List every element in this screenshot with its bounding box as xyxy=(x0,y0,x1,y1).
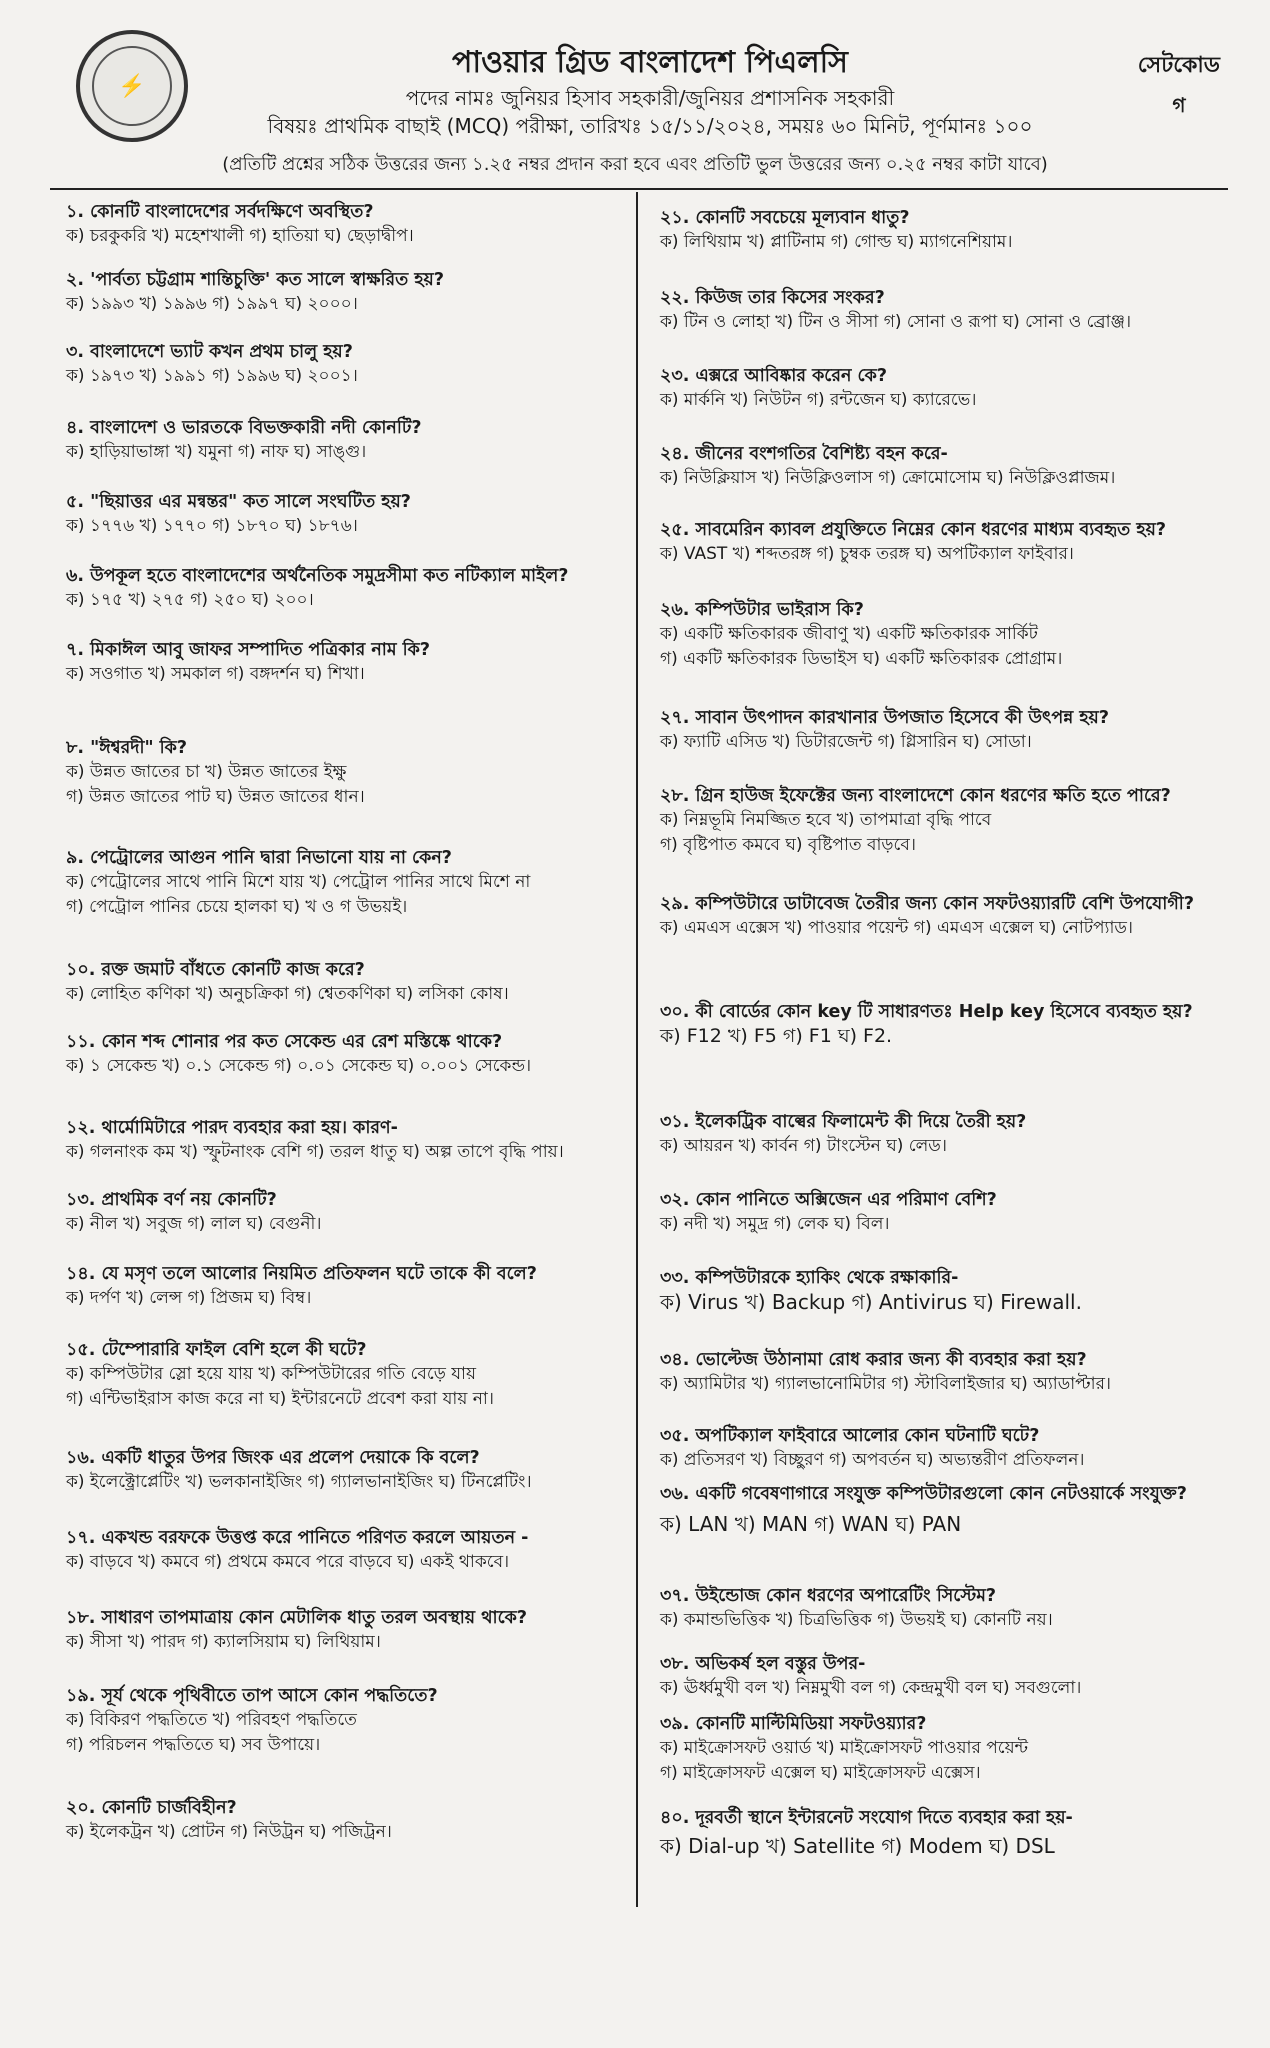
question-options: ক) F12 খ) F5 গ) F1 ঘ) F2. xyxy=(660,1025,893,1047)
question-text: ১. কোনটি বাংলাদেশের সর্বদক্ষিণে অবস্থিত? xyxy=(66,202,374,222)
question-options: গ) মাইক্রোসফট এক্সেল ঘ) মাইক্রোসফট এক্সেস। xyxy=(660,1763,981,1783)
question-item xyxy=(660,1110,1230,1159)
question-text: ২৬. কম্পিউটার ভাইরাস কি? xyxy=(660,600,864,620)
question-options: ক) ১৭৭৬ খ) ১৭৭০ গ) ১৮৭০ ঘ) ১৮৭৬। xyxy=(66,516,358,536)
organization-name: পাওয়ার গ্রিড বাংলাদেশ পিএলসি xyxy=(452,45,848,80)
question-options: ক) ইলেক্ট্রোপ্লেটিং খ) ভলকানাইজিং গ) গ্যালভানাইজিং ঘ) টিনপ্লেটিং। xyxy=(66,1472,532,1492)
question-item xyxy=(660,286,1230,335)
question-text: ১৫. টেম্পোরারি ফাইল বেশি হলে কী ঘটে? xyxy=(66,1340,367,1360)
question-options: ক) ঊর্ধ্বমুখী বল খ) নিম্নমুখী বল গ) কেন্দ্রমুখী বল ঘ) সবগুলো। xyxy=(660,1678,1082,1698)
column-divider xyxy=(636,192,638,1907)
question-options: ক) নীল খ) সবুজ গ) লাল ঘ) বেগুনী। xyxy=(66,1214,322,1234)
question-item xyxy=(66,1188,626,1237)
question-text: ২৫. সাবমেরিন ক্যাবল প্রযুক্তিতে নিম্নের কোন ধরণের মাধ্যম ব্যবহৃত হয়? xyxy=(660,520,1167,540)
question-options: ক) VAST খ) শব্দতরঙ্গ গ) চুম্বক তরঙ্গ ঘ) অপটিক্যাল ফাইবার। xyxy=(660,544,1074,564)
question-options: গ) উন্নত জাতের পাট ঘ) উন্নত জাতের ধান। xyxy=(66,787,365,807)
question-options: ক) ১৭৫ খ) ২৭৫ গ) ২৫০ ঘ) ২০০। xyxy=(66,590,314,610)
question-text: ১০. রক্ত জমাট বাঁধতে কোনটি কাজ করে? xyxy=(66,960,365,980)
question-text: ১৪. যে মসৃণ তলে আলোর নিয়মিত প্রতিফলন ঘটে তাকে কী বলে? xyxy=(66,1264,537,1284)
question-text: ৮. "ঈশ্বরদী" কি? xyxy=(66,738,188,758)
question-options: ক) আয়রন খ) কার্বন গ) টাংস্টেন ঘ) লেড। xyxy=(660,1136,947,1156)
question-item xyxy=(66,490,626,539)
question-options: ক) লোহিত কণিকা খ) অনুচক্রিকা গ) শ্বেতকণিকা ঘ) লসিকা কোষ। xyxy=(66,984,509,1004)
question-item xyxy=(660,706,1230,755)
question-text: ৪. বাংলাদেশ ও ভারতকে বিভক্তকারী নদী কোনটি? xyxy=(66,418,422,438)
question-text: ৩৯. কোনটি মাল্টিমিডিয়া সফটওয়্যার? xyxy=(660,1714,927,1734)
question-item xyxy=(660,442,1230,491)
question-item xyxy=(660,1424,1230,1473)
question-options: ক) নদী খ) সমুদ্র গ) লেক ঘ) বিল। xyxy=(660,1214,890,1234)
question-item xyxy=(660,1652,1230,1701)
question-options: ক) প্রতিসরণ খ) বিচ্ছুরণ গ) অপবর্তন ঘ) অভ্যন্তরীণ প্রতিফলন। xyxy=(660,1450,1085,1470)
question-options: ক) বাড়বে খ) কমবে গ) প্রথমে কমবে পরে বাড়বে ঘ) একই থাকবে। xyxy=(66,1552,510,1572)
question-options: গ) বৃষ্টিপাত কমবে ঘ) বৃষ্টিপাত বাড়বে। xyxy=(660,835,916,855)
question-item xyxy=(66,1526,626,1575)
question-options: ক) ইলেকট্রন খ) প্রোটন গ) নিউট্রন ঘ) পজিট্রন। xyxy=(66,1822,392,1842)
question-item xyxy=(66,1684,626,1758)
question-item xyxy=(66,268,626,317)
question-options: ক) সীসা খ) পারদ গ) ক্যালসিয়াম ঘ) লিথিয়াম। xyxy=(66,1632,381,1652)
post-name: পদের নামঃ জুনিয়র হিসাব সহকারী/জুনিয়র প্রশাসনিক সহকারী xyxy=(405,86,895,110)
question-options: গ) এন্টিভাইরাস কাজ করে না ঘ) ইন্টারনেটে প্রবেশ করা যায় না। xyxy=(66,1389,494,1409)
question-text: ১৩. প্রাথমিক বর্ণ নয় কোনটি? xyxy=(66,1190,277,1210)
header-divider xyxy=(50,188,1228,190)
question-options: ক) একটি ক্ষতিকারক জীবাণু খ) একটি ক্ষতিকারক সার্কিট xyxy=(660,624,1038,644)
question-text: ১১. কোন শব্দ শোনার পর কত সেকেন্ড এর রেশ মস্তিষ্কে থাকে? xyxy=(66,1032,503,1052)
question-options: গ) একটি ক্ষতিকারক ডিভাইস ঘ) একটি ক্ষতিকারক প্রোগ্রাম। xyxy=(660,649,1063,669)
question-item xyxy=(660,1482,1230,1537)
question-text: ৫. "ছিয়াত্তর এর মন্বন্তর" কত সালে সংঘটিত হয়? xyxy=(66,492,411,512)
question-text: ২০. কোনটি চার্জবিহীন? xyxy=(66,1798,237,1818)
question-options: ক) কমান্ডভিত্তিক খ) চিত্রভিত্তিক গ) উভয়ই ঘ) কোনটি নয়। xyxy=(660,1610,1053,1630)
question-text: ৩১. ইলেকট্রিক বাল্বের ফিলামেন্ট কী দিয়ে তৈরী হয়? xyxy=(660,1112,1027,1132)
question-options: ক) অ্যামিটার খ) গ্যালভানোমিটার গ) স্টাবিলাইজার ঘ) অ্যাডাপ্টার। xyxy=(660,1374,1112,1394)
question-item xyxy=(66,1446,626,1495)
question-item xyxy=(66,958,626,1007)
question-options: ক) লিথিয়াম খ) প্লাটিনাম গ) গোল্ড ঘ) ম্যাগনেশিয়াম। xyxy=(660,232,1013,252)
question-options: ক) ফ্যাটি এসিড খ) ডিটারজেন্ট গ) গ্লিসারিন ঘ) সোডা। xyxy=(660,732,1032,752)
marking-instructions: (প্রতিটি প্রশ্নের সঠিক উত্তরের জন্য ১.২৫ নম্বর প্রদান করা হবে এবং প্রতিটি ভুল উত্তরের জন্য ০.২৫ নম্বর কাটা যাবে) xyxy=(222,154,1048,175)
question-text: ২৩. এক্সরে আবিষ্কার করেন কে? xyxy=(660,366,888,386)
question-text: ৩০. কী বোর্ডের কোন key টি সাধারণতঃ Help key হিসেবে ব্যবহৃত হয়? xyxy=(660,1002,1193,1022)
exam-subject-line: বিষয়ঃ প্রাথমিক বাছাই (MCQ) পরীক্ষা, তারিখঃ ১৫/১১/২০২৪, সময়ঃ ৬০ মিনিট, পূর্ণমানঃ ১০০ xyxy=(267,114,1033,138)
question-options: ক) টিন ও লোহা খ) টিন ও সীসা গ) সোনা ও রূপা ঘ) সোনা ও ব্রোঞ্জ। xyxy=(660,312,1132,332)
question-options: ক) উন্নত জাতের চা খ) উন্নত জাতের ইক্ষু xyxy=(66,762,347,782)
question-options: ক) চরকুকরি খ) মহেশখালী গ) হাতিয়া ঘ) ছেড়াদ্বীপ। xyxy=(66,226,414,246)
question-options: ক) এমএস এক্সেস খ) পাওয়ার পয়েন্ট গ) এমএস এক্সেল ঘ) নোটপ্যাড। xyxy=(660,918,1134,938)
question-options: ক) দর্পণ খ) লেন্স গ) প্রিজম ঘ) বিম্ব। xyxy=(66,1288,312,1308)
question-item xyxy=(660,1712,1230,1786)
question-options: ক) ১৯৯৩ খ) ১৯৯৬ গ) ১৯৯৭ ঘ) ২০০০। xyxy=(66,294,358,314)
question-item xyxy=(66,416,626,465)
question-item xyxy=(66,1338,626,1412)
question-item xyxy=(660,1188,1230,1237)
question-item xyxy=(660,598,1230,672)
question-item xyxy=(66,736,626,810)
question-options: ক) বিকিরণ পদ্ধতিতে খ) পরিবহণ পদ্ধতিতে xyxy=(66,1710,357,1730)
logo-emblem-icon: ⚡ xyxy=(92,46,172,126)
question-text: ১৬. একটি ধাতুর উপর জিংক এর প্রলেপ দেয়াকে কি বলে? xyxy=(66,1448,480,1468)
set-code-value: গ xyxy=(1172,93,1186,117)
question-options: গ) পরিচলন পদ্ধতিতে ঘ) সব উপায়ে। xyxy=(66,1735,321,1755)
question-item xyxy=(66,1030,626,1079)
question-item xyxy=(66,340,626,389)
question-item xyxy=(66,1262,626,1311)
question-text: ২৭. সাবান উৎপাদন কারখানার উপজাত হিসেবে কী উৎপন্ন হয়? xyxy=(660,708,1109,728)
question-item xyxy=(660,1584,1230,1633)
question-item xyxy=(660,364,1230,413)
question-text: ২৪. জীনের বংশগতির বৈশিষ্ট্য বহন করে- xyxy=(660,444,948,464)
question-item xyxy=(660,1806,1230,1859)
question-options: ক) Dial-up খ) Satellite গ) Modem ঘ) DSL xyxy=(660,1834,1055,1858)
question-item xyxy=(660,1000,1230,1049)
organization-logo xyxy=(76,30,188,142)
question-options: ক) গলনাংক কম খ) স্ফুটনাংক বেশি গ) তরল ধাতু ঘ) অল্প তাপে বৃদ্ধি পায়। xyxy=(66,1142,564,1162)
question-options: ক) নিউক্লিয়াস খ) নিউক্লিওলাস গ) ক্রোমোসোম ঘ) নিউক্লিওপ্লাজম। xyxy=(660,468,1116,488)
question-text: ১৭. একখন্ড বরফকে উত্তপ্ত করে পানিতে পরিণত করলে আয়তন - xyxy=(66,1528,529,1548)
question-text: ৩. বাংলাদেশে ভ্যাট কখন প্রথম চালু হয়? xyxy=(66,342,353,362)
question-text: ৩৫. অপটিক্যাল ফাইবারে আলোর কোন ঘটনাটি ঘটে? xyxy=(660,1426,1040,1446)
question-options: ক) মাইক্রোসফট ওয়ার্ড খ) মাইক্রোসফট পাওয়ার পয়েন্ট xyxy=(660,1738,1028,1758)
set-code-label: সেটকোড xyxy=(1137,53,1220,78)
question-item xyxy=(660,206,1230,255)
question-text: ২৮. গ্রিন হাউজ ইফেক্টের জন্য বাংলাদেশে কোন ধরণের ক্ষতি হতে পারে? xyxy=(660,786,1171,806)
question-options: গ) পেট্রোল পানির চেয়ে হালকা ঘ) খ ও গ উভয়ই। xyxy=(66,897,408,917)
question-text: ৩৪. ভোল্টেজ উঠানামা রোধ করার জন্য কী ব্যবহার করা হয়? xyxy=(660,1350,1087,1370)
question-item xyxy=(660,1348,1230,1397)
set-code xyxy=(1138,48,1220,124)
question-item xyxy=(66,846,626,920)
question-item xyxy=(66,1796,626,1845)
question-text: ৬. উপকূল হতে বাংলাদেশের অর্থনৈতিক সমুদ্রসীমা কত নটিক্যাল মাইল? xyxy=(66,566,569,586)
question-text: ২৯. কম্পিউটারে ডাটাবেজ তৈরীর জন্য কোন সফটওয়্যারটি বেশি উপযোগী? xyxy=(660,894,1194,914)
question-options: ক) Virus খ) Backup গ) Antivirus ঘ) Firewall. xyxy=(660,1290,1082,1314)
question-text: ৯. পেট্রোলের আগুন পানি দ্বারা নিভানো যায় না কেন? xyxy=(66,848,452,868)
question-text: ৩৭. উইন্ডোজ কোন ধরণের অপারেটিং সিস্টেম? xyxy=(660,1586,997,1606)
question-options: ক) ১৯৭৩ খ) ১৯৯১ গ) ১৯৯৬ ঘ) ২০০১। xyxy=(66,366,358,386)
question-text: ১৮. সাধারণ তাপমাত্রায় কোন মেটালিক ধাতু তরল অবস্থায় থাকে? xyxy=(66,1608,528,1628)
question-options: ক) মার্কনি খ) নিউটন গ) রন্টজেন ঘ) ক্যারেভে। xyxy=(660,390,977,410)
question-text: ১২. থার্মোমিটারে পারদ ব্যবহার করা হয়। কারণ- xyxy=(66,1118,398,1138)
question-text: ২. 'পার্বত্য চট্টগ্রাম শান্তিচুক্তি' কত সালে স্বাক্ষরিত হয়? xyxy=(66,270,445,290)
question-item xyxy=(660,1266,1230,1315)
question-text: ৩৬. একটি গবেষণাগারে সংযুক্ত কম্পিউটারগুলো কোন নেটওয়ার্কে সংযুক্ত? xyxy=(660,1484,1187,1504)
question-text: ১৯. সূর্য থেকে পৃথিবীতে তাপ আসে কোন পদ্ধতিতে? xyxy=(66,1686,438,1706)
question-text: ২১. কোনটি সবচেয়ে মূল্যবান ধাতু? xyxy=(660,208,910,228)
question-options: ক) কম্পিউটার স্লো হয়ে যায় খ) কম্পিউটারের গতি বেড়ে যায় xyxy=(66,1364,476,1384)
question-options: ক) সওগাত খ) সমকাল গ) বঙ্গদর্শন ঘ) শিখা। xyxy=(66,664,365,684)
question-options: ক) ১ সেকেন্ড খ) ০.১ সেকেন্ড গ) ০.০১ সেকেন্ড ঘ) ০.০০১ সেকেন্ড। xyxy=(66,1056,532,1076)
question-item xyxy=(66,1606,626,1655)
question-item xyxy=(66,564,626,613)
question-options: ক) হাড়িয়াভাঙ্গা খ) যমুনা গ) নাফ ঘ) সাঙ্গু। xyxy=(66,442,367,462)
question-options: ক) LAN খ) MAN গ) WAN ঘ) PAN xyxy=(660,1512,962,1536)
question-item xyxy=(660,784,1230,858)
question-text: ২২. কিউজ তার কিসের সংকর? xyxy=(660,288,885,308)
question-text: ৭. মিকাঈল আবু জাফর সম্পাদিত পত্রিকার নাম কি? xyxy=(66,640,431,660)
question-text: ৩৮. অভিকর্ষ হল বস্তুর উপর- xyxy=(660,1654,866,1674)
question-item xyxy=(66,200,626,249)
question-text: ৩২. কোন পানিতে অক্সিজেন এর পরিমাণ বেশি? xyxy=(660,1190,997,1210)
question-item xyxy=(660,892,1230,941)
question-item xyxy=(66,638,626,687)
question-options: ক) নিম্নভূমি নিমজ্জিত হবে খ) তাপমাত্রা বৃদ্ধি পাবে xyxy=(660,810,992,830)
question-text: ৪০. দূরবর্তী স্থানে ইন্টারনেট সংযোগ দিতে ব্যবহার করা হয়- xyxy=(660,1808,1073,1828)
question-options: ক) পেট্রোলের সাথে পানি মিশে যায় খ) পেট্রোল পানির সাথে মিশে না xyxy=(66,872,531,892)
question-text: ৩৩. কম্পিউটারকে হ্যাকিং থেকে রক্ষাকারি- xyxy=(660,1268,959,1288)
question-item xyxy=(660,518,1230,567)
question-item xyxy=(66,1116,626,1165)
